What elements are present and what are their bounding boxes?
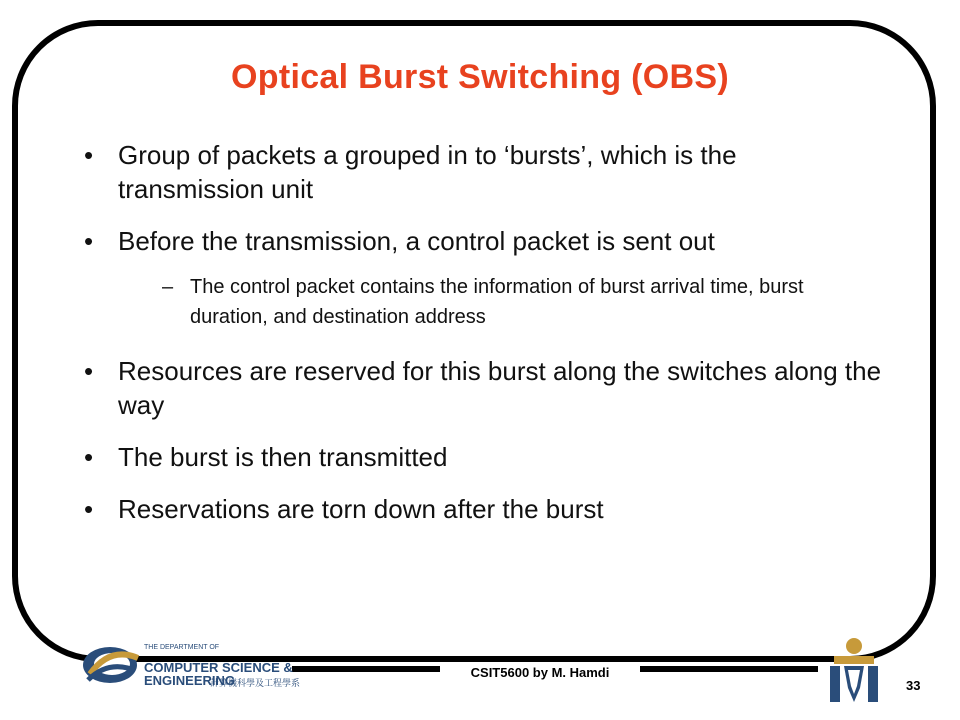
bullet-item: • The burst is then transmitted <box>84 440 884 474</box>
dept-logo-line2: COMPUTER SCIENCE & <box>144 660 293 675</box>
footer-rule-right <box>638 666 818 672</box>
dept-logo-chinese: 計算機科學及工程學系 <box>210 678 301 688</box>
bullet-item: • Resources are reserved for this burst along the switches along the way <box>84 354 884 422</box>
university-logo <box>826 636 882 712</box>
slide-title: Optical Burst Switching (OBS) <box>231 58 729 96</box>
dept-logo-line3: ENGINEERING <box>144 673 236 688</box>
bullet-item: • Group of packets a grouped in to ‘bursts’, which is the transmission unit <box>84 138 884 206</box>
dept-logo-icon <box>80 640 144 690</box>
page-number: 33 <box>906 678 921 693</box>
footer-credit: CSIT5600 by M. Hamdi <box>440 664 640 682</box>
bullet-item: • Reservations are torn down after the burst <box>84 492 884 526</box>
sub-bullet-item: – The control packet contains the information of burst arrival time, burst duration, and destination address <box>162 272 884 332</box>
dept-logo-line1: THE DEPARTMENT OF <box>144 644 220 651</box>
university-logo-icon <box>826 636 882 712</box>
dept-logo <box>80 640 301 690</box>
footer-rule-left <box>292 666 442 672</box>
bullet-list <box>84 138 884 544</box>
bullet-item: • Before the transmission, a control packet is sent out <box>84 224 884 258</box>
